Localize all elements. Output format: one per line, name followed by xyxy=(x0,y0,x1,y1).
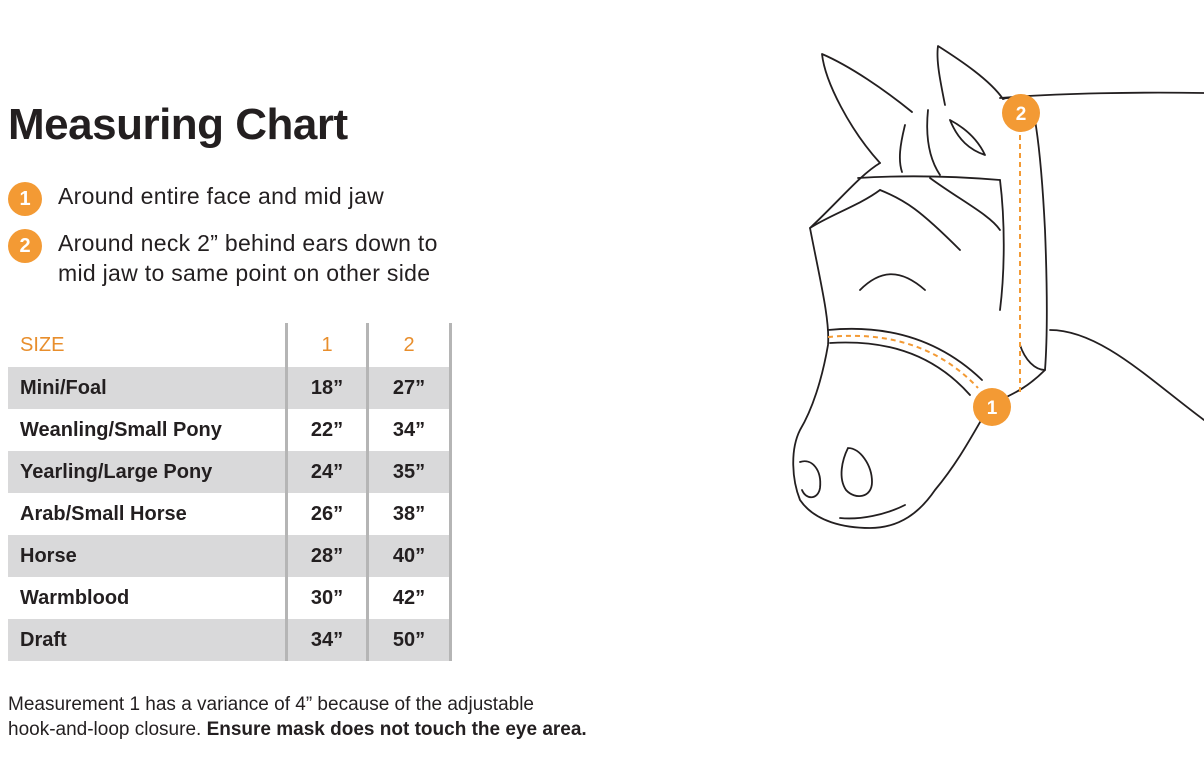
size-cell: Horse xyxy=(8,535,287,577)
table-row xyxy=(8,535,451,577)
measure-2-cell: 50” xyxy=(368,619,451,661)
page-title: Measuring Chart xyxy=(8,100,348,149)
size-cell: Weanling/Small Pony xyxy=(20,418,222,441)
head-outline xyxy=(793,98,1047,528)
throat-outline xyxy=(1020,345,1045,370)
horse-head-illustration xyxy=(780,30,1204,550)
noseband-outline xyxy=(828,329,982,380)
table-row xyxy=(8,619,451,661)
table-header-row xyxy=(8,323,451,367)
size-cell: Mini/Foal xyxy=(8,367,287,409)
size-cell: Arab/Small Horse xyxy=(20,502,187,525)
measure-2-cell: 42” xyxy=(368,577,451,619)
mask-seam xyxy=(927,110,940,175)
legend-text-2-line2: mid jaw to same point on other side xyxy=(58,260,431,286)
size-cell: Draft xyxy=(8,619,287,661)
mask-seam xyxy=(858,176,1000,180)
header-measure-1: 1 xyxy=(287,323,368,367)
mask-seam xyxy=(810,190,880,228)
header-size: SIZE xyxy=(8,323,287,367)
neck-bottom-outline xyxy=(1050,330,1204,420)
measure-2-cell: 40” xyxy=(368,535,451,577)
measure-1-cell: 30” xyxy=(287,577,368,619)
measure-1-cell: 22” xyxy=(287,409,368,451)
marker-1-badge: 1 xyxy=(8,182,42,216)
nostril-outline xyxy=(800,461,820,497)
marker-1 xyxy=(973,388,1011,426)
legend-item-1 xyxy=(8,181,384,216)
mask-seam xyxy=(880,190,960,250)
legend-item-2 xyxy=(8,228,438,288)
legend-text-2-line1: Around neck 2” behind ears down to xyxy=(58,230,438,256)
mask-seam xyxy=(930,178,1000,230)
table-row xyxy=(8,577,451,619)
marker-2-badge: 2 xyxy=(8,229,42,263)
mouth-outline xyxy=(840,505,905,518)
mask-seam xyxy=(860,274,925,290)
eye-area-warning: Ensure mask does not touch the eye area. xyxy=(206,719,587,740)
eye-outline xyxy=(950,120,985,155)
footnote-line1: Measurement 1 has a variance of 4” because of the adjustable xyxy=(8,694,534,715)
noseband-outline xyxy=(830,343,970,395)
measure-1-cell: 18” xyxy=(287,367,368,409)
measure-2-cell: 34” xyxy=(368,409,451,451)
marker-2 xyxy=(1002,94,1040,132)
nostril-outline xyxy=(842,448,872,496)
table-row xyxy=(8,367,451,409)
measure-1-cell: 28” xyxy=(287,535,368,577)
measure-2-cell: 38” xyxy=(368,493,451,535)
legend-text-2 xyxy=(58,228,438,288)
measure-2-cell: 27” xyxy=(368,367,451,409)
size-cell: Warmblood xyxy=(20,586,130,609)
table-row xyxy=(8,493,451,535)
size-table xyxy=(8,323,452,661)
header-measure-2: 2 xyxy=(368,323,451,367)
marker-1-label: 1 xyxy=(986,398,998,419)
legend-text-1: Around entire face and mid jaw xyxy=(58,183,385,209)
right-ear-outline xyxy=(937,46,1003,105)
mask-seam xyxy=(900,125,905,172)
left-ear-outline xyxy=(822,54,912,163)
mask-seam xyxy=(1000,180,1004,310)
table-row xyxy=(8,409,451,451)
measure-2-cell: 35” xyxy=(368,451,451,493)
size-cell: Yearling/Large Pony xyxy=(8,451,287,493)
measure-1-cell: 34” xyxy=(287,619,368,661)
measure-1-cell: 26” xyxy=(287,493,368,535)
marker-2-label: 2 xyxy=(1015,104,1027,125)
table-row xyxy=(8,451,451,493)
footnote-line2: hook-and-loop closure. xyxy=(8,719,207,740)
footnote xyxy=(8,692,587,742)
measure-1-cell: 24” xyxy=(287,451,368,493)
